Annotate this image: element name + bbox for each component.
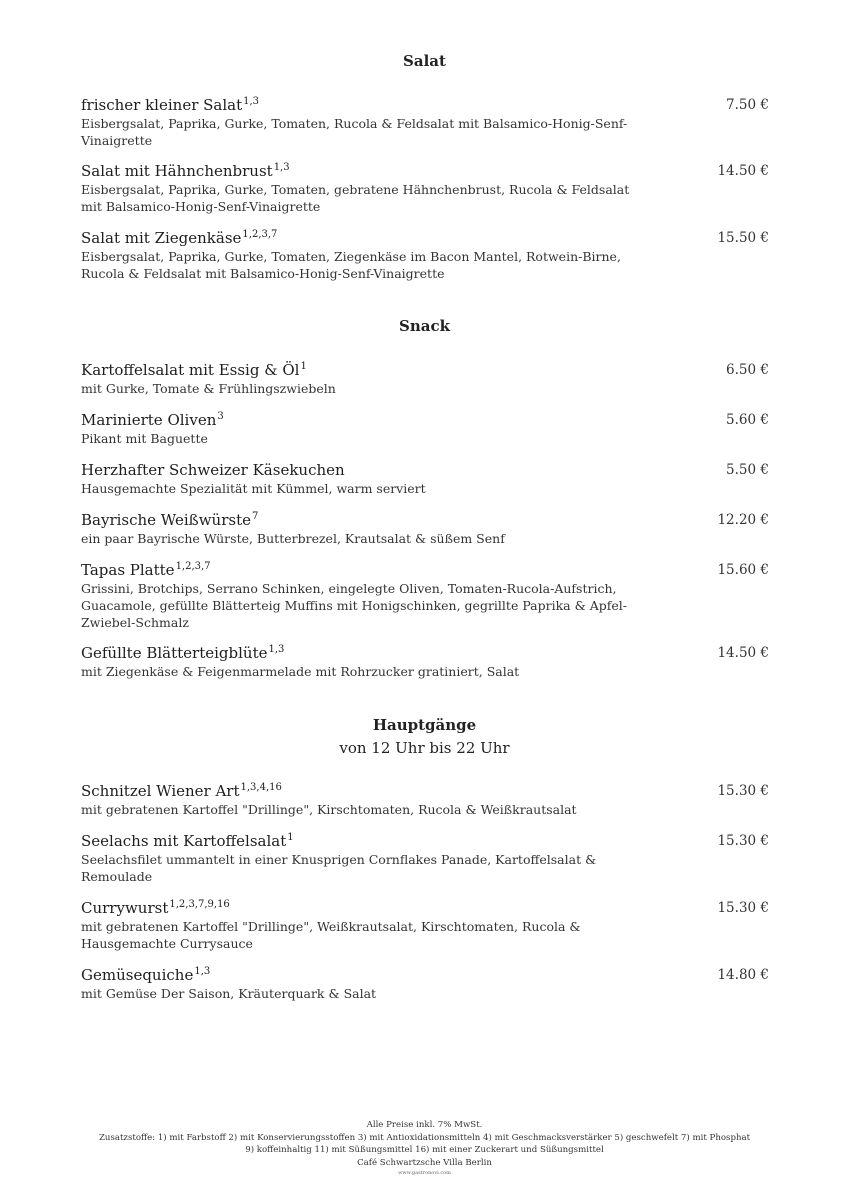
item-name: Currywurst$^{1,2,3,7,9,16}$ <box>81 899 230 917</box>
item-name: Gemüsequiche$^{1,3}$ <box>81 966 211 984</box>
item-description: mit gebratenen Kartoffel "Drillinge", Kirschtomaten, Rucola & Weißkrautsalat <box>81 802 577 817</box>
item-name: Marinierte Oliven$^3$ <box>81 411 224 429</box>
section-title-salat: Salat <box>403 52 446 70</box>
item-price: 15.60 € <box>717 562 769 578</box>
menu-item <box>81 899 771 952</box>
section-subtitle-hours: von 12 Uhr bis 22 Uhr <box>339 739 510 757</box>
item-price: 15.30 € <box>717 783 769 799</box>
item-name: Herzhafter Schweizer Käsekuchen <box>81 461 345 479</box>
item-name: Salat mit Ziegenkäse$^{1,2,3,7}$ <box>81 229 278 247</box>
item-description: Seelachsfilet ummantelt in einer Knusprigen Cornflakes Panade, Kartoffelsalat & Remoulade <box>81 852 597 884</box>
footer <box>0 1119 849 1177</box>
menu-item <box>81 782 771 818</box>
allergen-codes: 1,3 <box>194 966 211 977</box>
allergen-codes: 1,3 <box>268 644 285 655</box>
item-price: 5.50 € <box>726 462 769 478</box>
menu-item <box>81 411 771 447</box>
item-price: 15.50 € <box>717 230 769 246</box>
menu-item <box>81 229 771 282</box>
item-price: 14.80 € <box>717 967 769 983</box>
item-description: mit gebratenen Kartoffel "Drillinge", Weißkrautsalat, Kirschtomaten, Rucola & Hausgemachte Currysauce <box>81 919 581 951</box>
item-price: 7.50 € <box>726 97 769 113</box>
menu-item <box>81 361 771 397</box>
item-name: Kartoffelsalat mit Essig & $Öl^1$ <box>81 361 307 379</box>
allergen-codes: 1,3,4,16 <box>240 782 282 793</box>
item-description: ein paar Bayrische Würste, Butterbrezel, Krautsalat & süßem Senf <box>81 531 505 546</box>
item-name: Bayrische Weißwürste$^7$ <box>81 511 259 529</box>
allergen-codes: 1,2,3,7 <box>175 561 211 572</box>
item-name: Salat mit Hähnchenbrust$^{1,3}$ <box>81 162 290 180</box>
item-name: Seelachs mit Kartoffelsalat$^1$ <box>81 832 294 850</box>
allergen-codes: 3 <box>217 411 224 422</box>
allergen-codes: 1 <box>287 832 294 843</box>
menu-item <box>81 162 771 215</box>
menu-item <box>81 832 771 885</box>
item-price: 6.50 € <box>726 362 769 378</box>
allergen-codes: 1,3 <box>273 162 290 173</box>
item-description: Hausgemachte Spezialität mit Kümmel, warm serviert <box>81 481 426 496</box>
menu-item <box>81 511 771 547</box>
item-description: mit Ziegenkäse & Feigenmarmelade mit Rohrzucker gratiniert, Salat <box>81 664 520 679</box>
item-price: 14.50 € <box>717 163 769 179</box>
item-price: 12.20 € <box>717 512 769 528</box>
allergen-codes: 1,2,3,7,9,16 <box>169 899 230 910</box>
item-name: Gefüllte Blätterteigblüte$^{1,3}$ <box>81 644 285 662</box>
item-price: 5.60 € <box>726 412 769 428</box>
item-price: 14.50 € <box>717 645 769 661</box>
venue-name: Café Schwartzsche Villa Berlin <box>357 1157 492 1168</box>
item-name: frischer kleiner Salat$^{1,3}$ <box>81 96 260 114</box>
allergen-codes: 7 <box>251 511 259 522</box>
menu-item <box>81 96 771 149</box>
item-description: Eisbergsalat, Paprika, Gurke, Tomaten, Ziegenkäse im Bacon Mantel, Rotwein-Birne, Rucola & Feldsalat mit Balsamico-Honig-Senf-Vinaigrette <box>81 249 621 281</box>
item-name: Schnitzel Wiener Art$^{1,3,4,16}$ <box>81 782 282 800</box>
item-description: mit Gemüse Der Saison, Kräuterquark & Salat <box>81 986 377 1001</box>
tax-note: Alle Preise inkl. 7% MwSt. <box>366 1120 483 1130</box>
item-description: Grissini, Brotchips, Serrano Schinken, eingelegte Oliven, Tomaten-Rucola-Aufstrich, Guacamole, gefüllte Blätterteig Muffins mit Honigschinken, gegrillte Paprika & Apfel-Zwiebel-Schmalz <box>81 581 627 630</box>
source-link: www.gastronovi.com <box>398 1170 451 1176</box>
item-description: Eisbergsalat, Paprika, Gurke, Tomaten, gebratene Hähnchenbrust, Rucola & Feldsalat mit Balsamico-Honig-Senf-Vinaigrette <box>81 182 630 214</box>
item-description: Eisbergsalat, Paprika, Gurke, Tomaten, Rucola & Feldsalat mit Balsamico-Honig-Senf-Vinaigrette <box>81 116 628 148</box>
allergen-codes: 1 <box>300 361 307 372</box>
allergen-codes: 1,3 <box>243 96 260 107</box>
item-price: 15.30 € <box>717 833 769 849</box>
menu-item <box>81 561 771 631</box>
item-description: mit Gurke, Tomate & Frühlingszwiebeln <box>81 381 336 396</box>
menu-item <box>81 644 771 680</box>
menu-item <box>81 966 771 1002</box>
allergen-codes: 1,2,3,7 <box>242 229 278 240</box>
additives-line-2: 9) koffeinhaltig 11) mit Süßungsmittel 16) mit einer Zuckerart und Süßungsmittel <box>245 1145 604 1155</box>
menu-item <box>81 461 771 497</box>
item-name: Tapas Platte$^{1,2,3,7}$ <box>81 561 211 579</box>
item-description: Pikant mit Baguette <box>81 431 208 446</box>
section-title-hauptgaenge: Hauptgänge <box>372 716 477 734</box>
section-title-snack: Snack <box>399 317 450 335</box>
additives-line-1: Zusatzstoffe: 1) mit Farbstoff 2) mit Konservierungsstoffen 3) mit Antioxidationsmitteln 4) mit Geschmacksverstärker 5) geschwefelt 7) mit Phosphat <box>98 1132 751 1143</box>
item-price: 15.30 € <box>717 900 769 916</box>
